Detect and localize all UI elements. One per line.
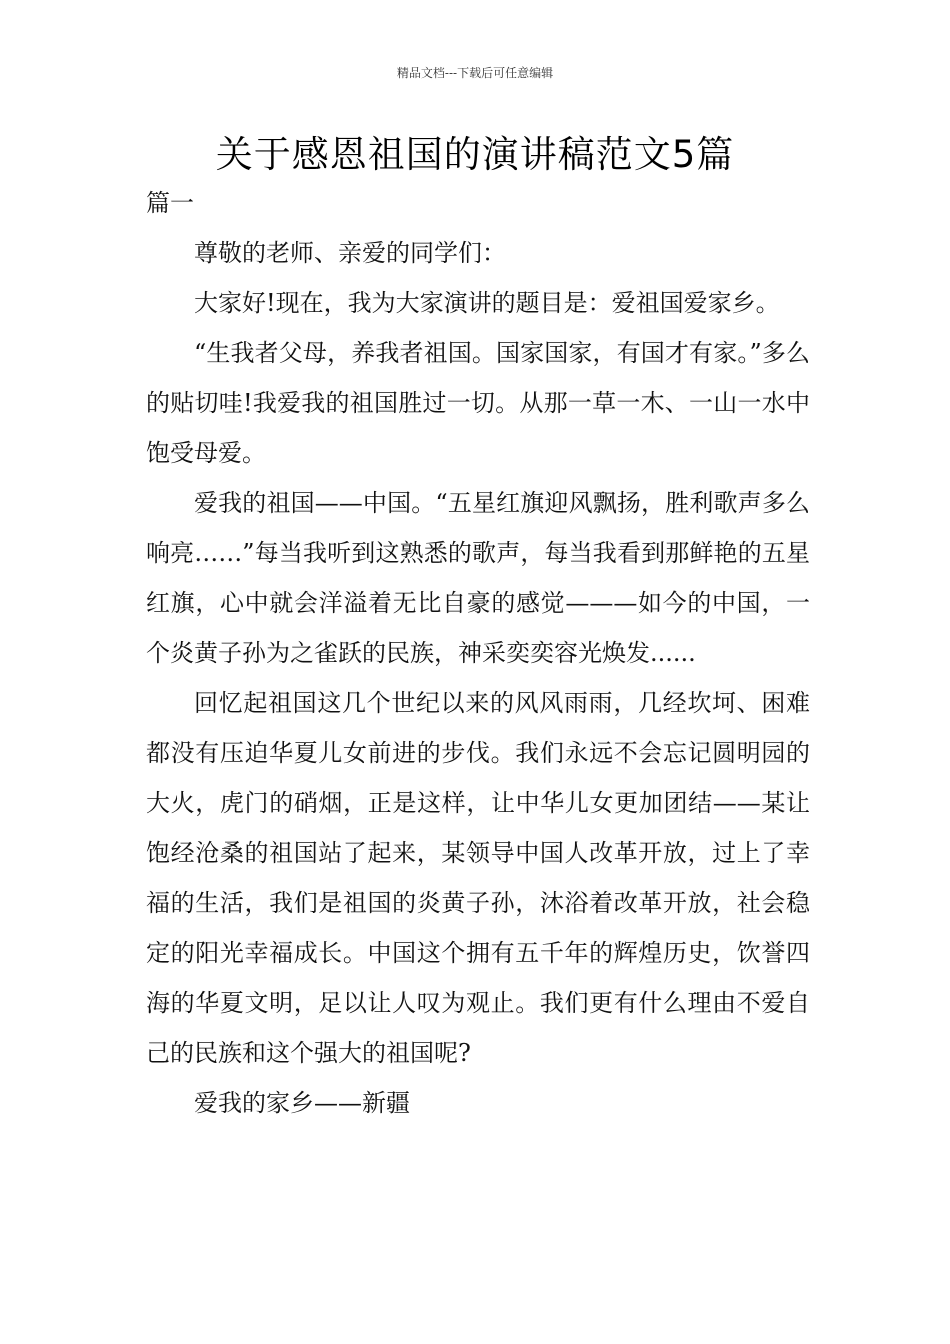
paragraph-greeting: 尊敬的老师、亲爱的同学们：: [194, 239, 506, 267]
paragraph-love-country: 爱我的祖国——中国。“五星红旗迎风飘扬，胜利歌声多么响亮……”每当我听到这熟悉的歌声，每当我看到那鲜艳的五星红旗，心中就会洋溢着无比自豪的感觉———如今的中国，一个炎黄子孙为之雀跃的民族，神采奕奕容光焕发......: [146, 489, 810, 667]
document-body: [146, 178, 810, 1128]
paragraph-history: 回忆起祖国这几个世纪以来的风风雨雨，几经坎坷、困难都没有压迫华夏儿女前进的步伐。我们永远不会忘记圆明园的大火，虎门的硝烟，正是这样，让中华儿女更加团结——某让饱经沧桑的祖国站了起来，某领导中国人改革开放，过上了幸福的生活，我们是祖国的炎黄子孙，沐浴着改革开放，社会稳定的阳光幸福成长。中国这个拥有五千年的辉煌历史，饮誉四海的华夏文明，足以让人叹为观止。我们更有什么理由不爱自己的民族和这个强大的祖国呢?: [146, 689, 810, 1067]
document-title: 关于感恩祖国的演讲稿范文5篇: [215, 133, 735, 176]
section-label: 篇一: [146, 189, 194, 217]
header-note: 精品文档---下载后可任意编辑: [396, 66, 554, 80]
paragraph-hometown: 爱我的家乡——新疆: [194, 1089, 410, 1117]
paragraph-intro: 大家好!现在，我为大家演讲的题目是：爱祖国爱家乡。: [194, 289, 780, 317]
paragraph-quote: “生我者父母，养我者祖国。国家国家，有国才有家。”多么的贴切哇!我爱我的祖国胜过一切。从那一草一木、一山一水中饱受母爱。: [146, 339, 810, 467]
